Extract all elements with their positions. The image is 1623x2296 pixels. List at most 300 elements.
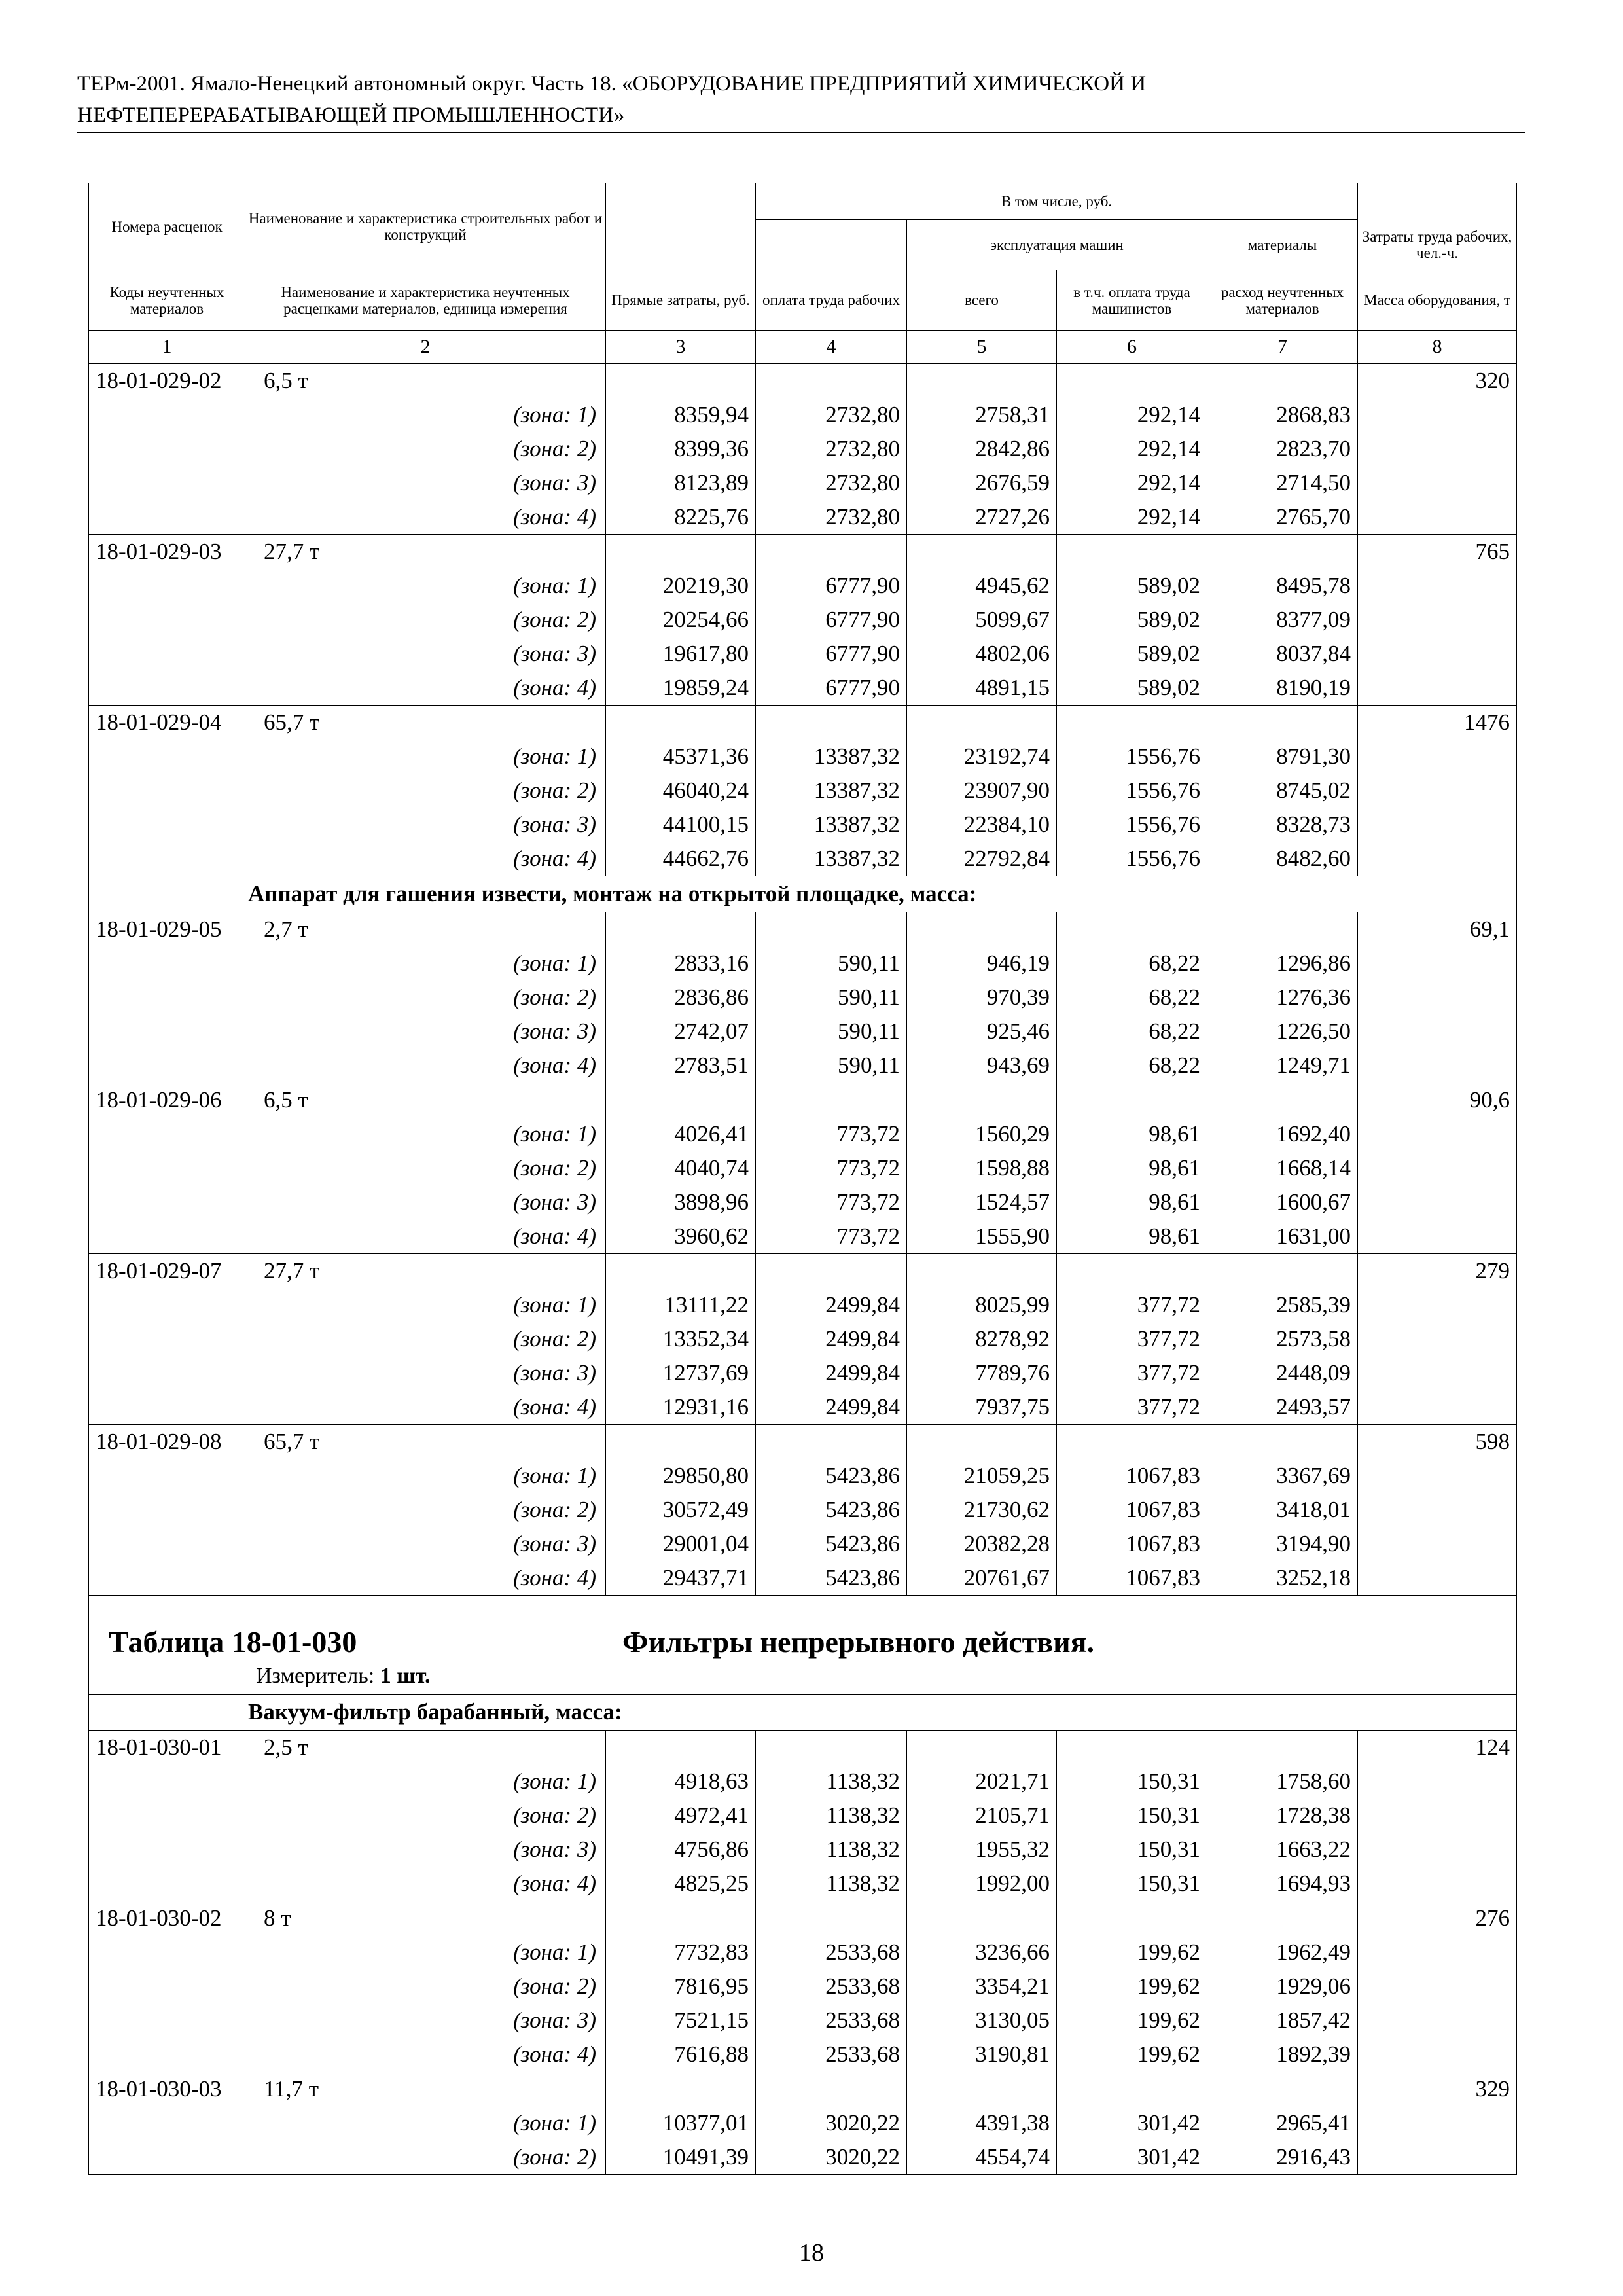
wages-value: 13387,32 [756, 740, 907, 774]
machine-total-value: 4554,74 [907, 2140, 1057, 2175]
wages-value: 1138,32 [756, 1799, 907, 1833]
zone-row [89, 946, 1517, 980]
machine-total-value: 2676,59 [907, 466, 1057, 500]
empty-cell [89, 1493, 245, 1527]
machine-total-value: 1955,32 [907, 1833, 1057, 1867]
column-number: 8 [1358, 331, 1517, 364]
direct-costs-value: 2783,51 [606, 1049, 756, 1083]
empty-cell [89, 500, 245, 535]
section-title: Аппарат для гашения извести, монтаж на открытой площадке, масса: [245, 876, 1517, 912]
column-number: 6 [1057, 331, 1207, 364]
machinist-wages-value: 377,72 [1057, 1356, 1207, 1390]
machine-total-value: 7937,75 [907, 1390, 1057, 1425]
col-machine-total: всего [907, 270, 1057, 331]
direct-costs-value: 8399,36 [606, 432, 756, 466]
zone-label: (зона: 1) [245, 1117, 606, 1151]
wages-value: 773,72 [756, 1185, 907, 1219]
machinist-wages-value: 98,61 [1057, 1185, 1207, 1219]
machinist-wages-value: 150,31 [1057, 1833, 1207, 1867]
zone-row [89, 432, 1517, 466]
machine-total-value: 2758,31 [907, 398, 1057, 432]
empty-cell [1358, 1493, 1517, 1527]
zone-row [89, 500, 1517, 535]
zone-label: (зона: 1) [245, 2106, 606, 2140]
empty-cell [89, 637, 245, 671]
unit-label: Измеритель: [256, 1664, 375, 1688]
machinist-wages-value: 292,14 [1057, 432, 1207, 466]
zone-label: (зона: 1) [245, 1935, 606, 1969]
table-title-cell [89, 1596, 1517, 1695]
zone-row [89, 1288, 1517, 1322]
machine-total-value: 21059,25 [907, 1459, 1057, 1493]
wages-value: 590,11 [756, 1014, 907, 1049]
empty-cell [1358, 2140, 1517, 2175]
empty-cell [89, 808, 245, 842]
empty-cell [1358, 740, 1517, 774]
machine-total-value: 946,19 [907, 946, 1057, 980]
machine-total-value: 3236,66 [907, 1935, 1057, 1969]
col-material-name: Наименование и характеристика неучтенных расценками материалов, единица измерения [245, 270, 606, 331]
empty-cell [1057, 364, 1207, 399]
zone-label: (зона: 3) [245, 637, 606, 671]
zone-label: (зона: 2) [245, 1151, 606, 1185]
rate-description: 8 т [245, 1901, 606, 1936]
rates-block-030 [89, 1731, 1517, 2175]
empty-cell [907, 1083, 1057, 1118]
rate-code: 18-01-029-03 [89, 535, 245, 569]
rate-description: 27,7 т [245, 535, 606, 569]
materials-value: 8328,73 [1207, 808, 1358, 842]
empty-cell [89, 1151, 245, 1185]
wages-value: 13387,32 [756, 842, 907, 876]
col-machine-operation: эксплуатация машин [907, 220, 1207, 270]
zone-row [89, 671, 1517, 706]
zone-label: (зона: 4) [245, 1867, 606, 1901]
wages-value: 773,72 [756, 1219, 907, 1254]
wages-value: 5423,86 [756, 1459, 907, 1493]
rate-description: 2,7 т [245, 912, 606, 947]
empty-cell [1057, 1083, 1207, 1118]
direct-costs-value: 4825,25 [606, 1867, 756, 1901]
empty-cell [1057, 706, 1207, 740]
machinist-wages-value: 589,02 [1057, 671, 1207, 706]
empty-cell [1358, 1049, 1517, 1083]
empty-cell [89, 1459, 245, 1493]
empty-cell [1358, 432, 1517, 466]
equipment-mass: 765 [1358, 535, 1517, 569]
col-work-name: Наименование и характеристика строительных работ и конструкций [245, 183, 606, 270]
rate-code: 18-01-030-01 [89, 1731, 245, 1765]
empty-cell [1358, 1390, 1517, 1425]
empty-cell [89, 1049, 245, 1083]
empty-cell [606, 1425, 756, 1460]
machine-total-value: 7789,76 [907, 1356, 1057, 1390]
empty-cell [606, 912, 756, 947]
wages-value: 2499,84 [756, 1322, 907, 1356]
empty-cell [1207, 1083, 1358, 1118]
empty-cell [1358, 500, 1517, 535]
empty-cell [1358, 398, 1517, 432]
zone-row [89, 1049, 1517, 1083]
document-header [77, 68, 1525, 131]
direct-costs-value: 45371,36 [606, 740, 756, 774]
direct-costs-value: 12737,69 [606, 1356, 756, 1390]
rate-code-row [89, 1425, 1517, 1460]
wages-value: 2533,68 [756, 1935, 907, 1969]
wages-value: 5423,86 [756, 1493, 907, 1527]
wages-value: 773,72 [756, 1151, 907, 1185]
zone-row [89, 740, 1517, 774]
machinist-wages-value: 150,31 [1057, 1867, 1207, 1901]
zone-label: (зона: 2) [245, 774, 606, 808]
zone-row [89, 980, 1517, 1014]
wages-value: 2533,68 [756, 1969, 907, 2003]
table-header [89, 183, 1517, 364]
empty-cell [89, 980, 245, 1014]
empty-cell [907, 1901, 1057, 1936]
zone-row [89, 2003, 1517, 2037]
col-including: В том числе, руб. [756, 183, 1358, 220]
machine-total-value: 23907,90 [907, 774, 1057, 808]
zone-row [89, 466, 1517, 500]
machinist-wages-value: 68,22 [1057, 1049, 1207, 1083]
empty-cell [1358, 946, 1517, 980]
zone-row [89, 1867, 1517, 1901]
zone-label: (зона: 4) [245, 1561, 606, 1596]
zone-row [89, 1356, 1517, 1390]
rate-code: 18-01-030-03 [89, 2072, 245, 2107]
equipment-mass: 69,1 [1358, 912, 1517, 947]
column-number: 3 [606, 331, 756, 364]
equipment-mass: 124 [1358, 1731, 1517, 1765]
empty-cell [907, 706, 1057, 740]
wages-value: 2732,80 [756, 398, 907, 432]
column-number: 2 [245, 331, 606, 364]
zone-row [89, 1117, 1517, 1151]
empty-cell [89, 946, 245, 980]
empty-cell [89, 1561, 245, 1596]
materials-value: 8037,84 [1207, 637, 1358, 671]
empty-cell [89, 398, 245, 432]
materials-value: 2714,50 [1207, 466, 1358, 500]
unit-value: 1 шт. [380, 1664, 431, 1688]
machine-total-value: 4945,62 [907, 569, 1057, 603]
empty-cell [1057, 1731, 1207, 1765]
machinist-wages-value: 1556,76 [1057, 774, 1207, 808]
zone-label: (зона: 3) [245, 1527, 606, 1561]
header-line-2: НЕФТЕПЕРЕРАБАТЫВАЮЩЕЙ ПРОМЫШЛЕННОСТИ» [77, 103, 625, 127]
wages-value: 6777,90 [756, 569, 907, 603]
zone-label: (зона: 3) [245, 1356, 606, 1390]
materials-value: 3194,90 [1207, 1527, 1358, 1561]
section-lime-slaking [89, 876, 1517, 912]
section-spacer [89, 1695, 245, 1731]
direct-costs-value: 8123,89 [606, 466, 756, 500]
zone-row [89, 1969, 1517, 2003]
empty-cell [1358, 808, 1517, 842]
empty-cell [1358, 842, 1517, 876]
empty-cell [89, 1014, 245, 1049]
machinist-wages-value: 292,14 [1057, 398, 1207, 432]
empty-cell [756, 1083, 907, 1118]
empty-cell [1358, 671, 1517, 706]
empty-cell [1358, 1561, 1517, 1596]
col-wages: оплата труда рабочих [756, 270, 907, 331]
direct-costs-value: 20254,66 [606, 603, 756, 637]
direct-costs-value: 2836,86 [606, 980, 756, 1014]
empty-cell [606, 1254, 756, 1289]
empty-cell [606, 1083, 756, 1118]
direct-costs-value: 4756,86 [606, 1833, 756, 1867]
empty-cell [756, 912, 907, 947]
wages-value: 5423,86 [756, 1561, 907, 1596]
empty-cell [89, 2003, 245, 2037]
empty-cell [89, 2106, 245, 2140]
zone-label: (зона: 2) [245, 980, 606, 1014]
materials-value: 8482,60 [1207, 842, 1358, 876]
empty-cell [89, 1117, 245, 1151]
empty-cell [1358, 1459, 1517, 1493]
machinist-wages-value: 589,02 [1057, 637, 1207, 671]
section-vacuum-filter [89, 1695, 1517, 1731]
section-title: Вакуум-фильтр барабанный, масса: [245, 1695, 1517, 1731]
col-material-codes: Коды неучтенных материалов [89, 270, 245, 331]
empty-cell [1207, 2072, 1358, 2107]
empty-cell [756, 1901, 907, 1936]
machinist-wages-value: 1067,83 [1057, 1493, 1207, 1527]
zone-row [89, 842, 1517, 876]
empty-cell [1358, 980, 1517, 1014]
rate-code: 18-01-029-06 [89, 1083, 245, 1118]
table-label: Таблица 18-01-030 [109, 1625, 357, 1659]
equipment-mass: 90,6 [1358, 1083, 1517, 1118]
zone-label: (зона: 1) [245, 740, 606, 774]
zone-label: (зона: 1) [245, 1765, 606, 1799]
machinist-wages-value: 98,61 [1057, 1117, 1207, 1151]
empty-cell [1207, 1254, 1358, 1289]
machinist-wages-value: 1556,76 [1057, 740, 1207, 774]
empty-cell [1207, 1425, 1358, 1460]
empty-cell [89, 842, 245, 876]
wages-value: 5423,86 [756, 1527, 907, 1561]
rate-code: 18-01-029-04 [89, 706, 245, 740]
direct-costs-value: 2833,16 [606, 946, 756, 980]
wages-value: 2499,84 [756, 1390, 907, 1425]
zone-row [89, 1219, 1517, 1254]
direct-costs-value: 29001,04 [606, 1527, 756, 1561]
machine-total-value: 23192,74 [907, 740, 1057, 774]
equipment-mass: 329 [1358, 2072, 1517, 2107]
empty-cell [89, 740, 245, 774]
materials-value: 3418,01 [1207, 1493, 1358, 1527]
rate-code-row [89, 1254, 1517, 1289]
empty-cell [89, 603, 245, 637]
wages-value: 13387,32 [756, 808, 907, 842]
wages-value: 2732,80 [756, 466, 907, 500]
empty-cell [89, 1867, 245, 1901]
table-name: Фильтры непрерывного действия. [622, 1625, 1094, 1659]
empty-cell [1057, 2072, 1207, 2107]
col-direct-costs: Прямые затраты, руб. [606, 270, 756, 331]
zone-label: (зона: 1) [245, 398, 606, 432]
zone-label: (зона: 4) [245, 500, 606, 535]
direct-costs-value: 12931,16 [606, 1390, 756, 1425]
wages-value: 590,11 [756, 946, 907, 980]
wages-value: 773,72 [756, 1117, 907, 1151]
machine-total-value: 4891,15 [907, 671, 1057, 706]
equipment-mass: 279 [1358, 1254, 1517, 1289]
zone-label: (зона: 2) [245, 2140, 606, 2175]
rates-block-029-b [89, 912, 1517, 1596]
machine-total-value: 4391,38 [907, 2106, 1057, 2140]
machinist-wages-value: 98,61 [1057, 1219, 1207, 1254]
materials-value: 2573,58 [1207, 1322, 1358, 1356]
materials-value: 2765,70 [1207, 500, 1358, 535]
direct-costs-value: 7616,88 [606, 2037, 756, 2072]
empty-cell [89, 1288, 245, 1322]
materials-value: 1226,50 [1207, 1014, 1358, 1049]
empty-cell [89, 774, 245, 808]
empty-cell [756, 1731, 907, 1765]
empty-cell [1358, 2037, 1517, 2072]
wages-value: 2533,68 [756, 2003, 907, 2037]
direct-costs-value: 44662,76 [606, 842, 756, 876]
materials-value: 8377,09 [1207, 603, 1358, 637]
col-direct-mid [606, 220, 756, 270]
equipment-mass: 598 [1358, 1425, 1517, 1460]
equipment-mass: 320 [1358, 364, 1517, 399]
wages-value: 590,11 [756, 980, 907, 1014]
empty-cell [907, 1254, 1057, 1289]
empty-cell [1358, 1151, 1517, 1185]
wages-value: 6777,90 [756, 603, 907, 637]
machinist-wages-value: 199,62 [1057, 1935, 1207, 1969]
zone-row [89, 1493, 1517, 1527]
empty-cell [756, 364, 907, 399]
machinist-wages-value: 1067,83 [1057, 1459, 1207, 1493]
zone-row [89, 1390, 1517, 1425]
machinist-wages-value: 1067,83 [1057, 1561, 1207, 1596]
direct-costs-value: 7732,83 [606, 1935, 756, 1969]
zone-row [89, 1833, 1517, 1867]
zone-row [89, 1765, 1517, 1799]
rate-code: 18-01-029-05 [89, 912, 245, 947]
empty-cell [907, 364, 1057, 399]
direct-costs-value: 3898,96 [606, 1185, 756, 1219]
zone-label: (зона: 3) [245, 1014, 606, 1049]
machine-total-value: 1560,29 [907, 1117, 1057, 1151]
zone-label: (зона: 4) [245, 842, 606, 876]
machinist-wages-value: 98,61 [1057, 1151, 1207, 1185]
empty-cell [89, 466, 245, 500]
machinist-wages-value: 1556,76 [1057, 842, 1207, 876]
section-spacer [89, 876, 245, 912]
empty-cell [1057, 912, 1207, 947]
empty-cell [1207, 912, 1358, 947]
empty-cell [1207, 1731, 1358, 1765]
empty-cell [907, 1731, 1057, 1765]
empty-cell [89, 432, 245, 466]
zone-row [89, 1799, 1517, 1833]
direct-costs-value: 4918,63 [606, 1765, 756, 1799]
machinist-wages-value: 68,22 [1057, 1014, 1207, 1049]
empty-cell [1358, 1527, 1517, 1561]
column-number: 7 [1207, 331, 1358, 364]
col-equipment-mass: Масса оборудования, т [1358, 270, 1517, 331]
empty-cell [1358, 603, 1517, 637]
rate-code-row [89, 1731, 1517, 1765]
machine-total-value: 8278,92 [907, 1322, 1057, 1356]
direct-costs-value: 20219,30 [606, 569, 756, 603]
materials-value: 1857,42 [1207, 2003, 1358, 2037]
machine-total-value: 20761,67 [907, 1561, 1057, 1596]
unit-of-measure [256, 1664, 431, 1689]
materials-value: 1692,40 [1207, 1117, 1358, 1151]
empty-cell [606, 535, 756, 569]
machinist-wages-value: 1067,83 [1057, 1527, 1207, 1561]
direct-costs-value: 3960,62 [606, 1219, 756, 1254]
machine-total-value: 22792,84 [907, 842, 1057, 876]
empty-cell [756, 1254, 907, 1289]
direct-costs-value: 7816,95 [606, 1969, 756, 2003]
zone-row [89, 1527, 1517, 1561]
zone-label: (зона: 4) [245, 1219, 606, 1254]
empty-cell [89, 1969, 245, 2003]
empty-cell [606, 2072, 756, 2107]
rate-code-row [89, 2072, 1517, 2107]
empty-cell [1358, 1288, 1517, 1322]
direct-costs-value: 8225,76 [606, 500, 756, 535]
empty-cell [606, 1731, 756, 1765]
machine-total-value: 2842,86 [907, 432, 1057, 466]
machinist-wages-value: 589,02 [1057, 603, 1207, 637]
machine-total-value: 925,46 [907, 1014, 1057, 1049]
materials-value: 2585,39 [1207, 1288, 1358, 1322]
header-line-1: ТЕРм-2001. Ямало-Ненецкий автономный округ. Часть 18. «ОБОРУДОВАНИЕ ПРЕДПРИЯТИЙ ХИМИЧЕСКОЙ И [77, 72, 1147, 96]
machinist-wages-value: 150,31 [1057, 1765, 1207, 1799]
zone-row [89, 398, 1517, 432]
materials-value: 1962,49 [1207, 1935, 1358, 1969]
machine-total-value: 2727,26 [907, 500, 1057, 535]
materials-value: 1758,60 [1207, 1765, 1358, 1799]
empty-cell [756, 2072, 907, 2107]
empty-cell [756, 535, 907, 569]
zone-label: (зона: 1) [245, 1459, 606, 1493]
zone-row [89, 1935, 1517, 1969]
empty-cell [606, 1901, 756, 1936]
empty-cell [606, 364, 756, 399]
rate-description: 65,7 т [245, 1425, 606, 1460]
col-labor-costs: Затраты труда рабочих, чел.-ч. [1358, 220, 1517, 270]
machinist-wages-value: 301,42 [1057, 2140, 1207, 2175]
machine-total-value: 20382,28 [907, 1527, 1057, 1561]
direct-costs-value: 29437,71 [606, 1561, 756, 1596]
column-number: 1 [89, 331, 245, 364]
rate-code-row [89, 706, 1517, 740]
empty-cell [89, 1527, 245, 1561]
empty-cell [89, 1833, 245, 1867]
materials-value: 1296,86 [1207, 946, 1358, 980]
empty-cell [89, 1322, 245, 1356]
rate-description: 11,7 т [245, 2072, 606, 2107]
empty-cell [89, 1799, 245, 1833]
machinist-wages-value: 150,31 [1057, 1799, 1207, 1833]
empty-cell [89, 2140, 245, 2175]
empty-cell [1207, 364, 1358, 399]
zone-row [89, 2037, 1517, 2072]
empty-cell [1358, 1014, 1517, 1049]
empty-cell [1358, 1322, 1517, 1356]
